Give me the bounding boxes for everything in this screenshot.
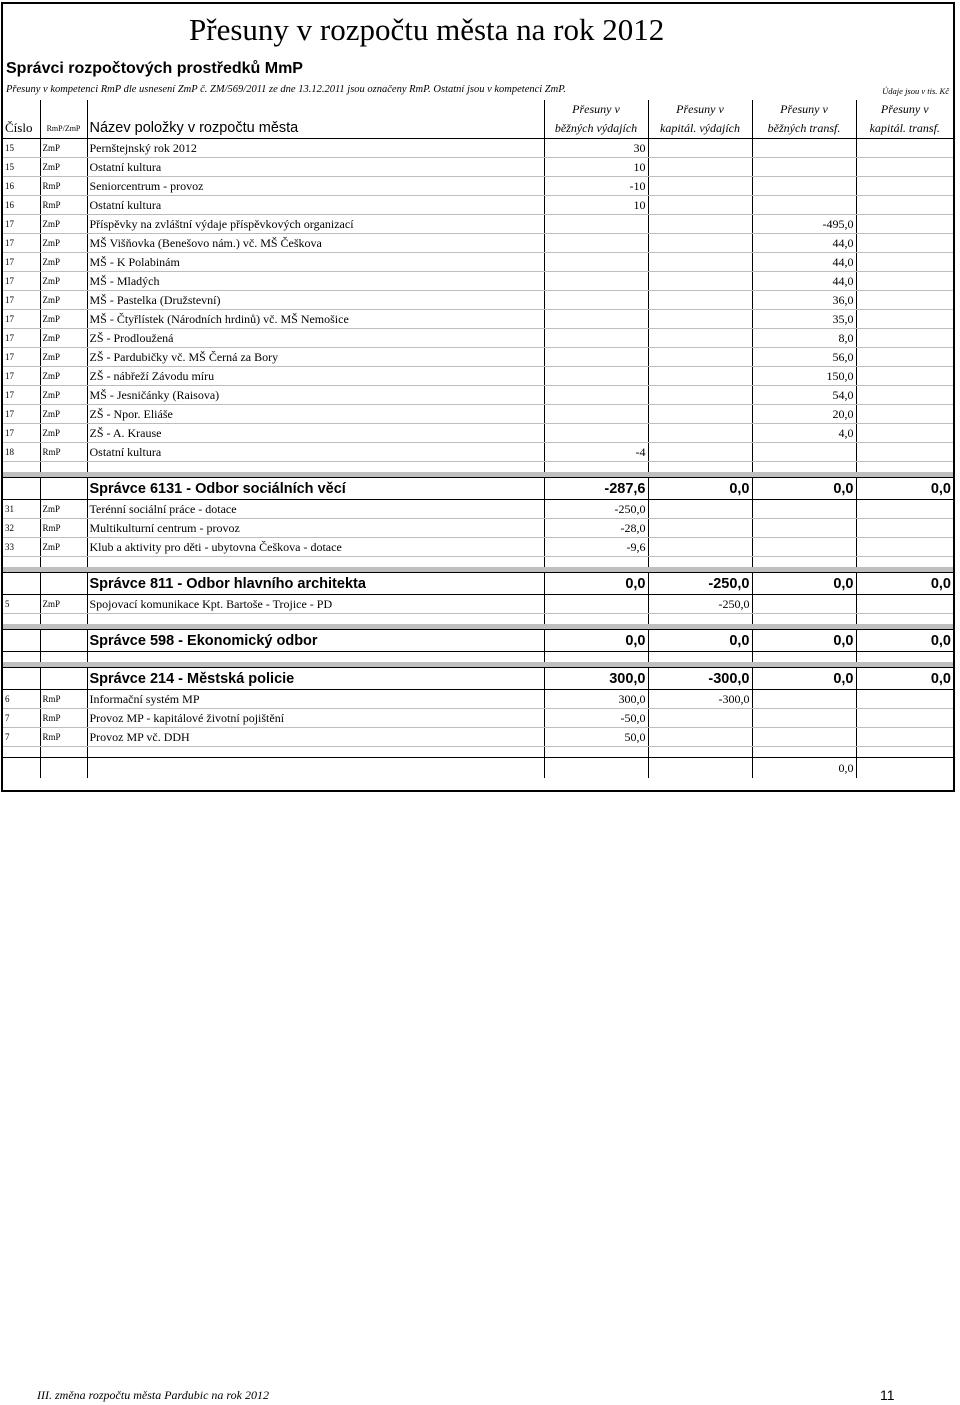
row-number: 17: [3, 253, 40, 272]
row-authority: ZmP: [40, 386, 87, 405]
empty-cell: [87, 758, 544, 779]
row-item-name: Pernštejnský rok 2012: [87, 139, 544, 158]
empty-cell: [87, 747, 544, 758]
row-item-name: Ostatní kultura: [87, 158, 544, 177]
table-row: [3, 215, 953, 234]
row-item-name: Provoz MP vč. DDH: [87, 728, 544, 747]
row-value: -4: [544, 443, 648, 462]
spacer-row: [3, 652, 953, 663]
empty-cell: [544, 652, 648, 663]
section-total: -287,6: [544, 478, 648, 500]
row-number: 32: [3, 519, 40, 538]
row-item-name: MŠ - Pastelka (Družstevní): [87, 291, 544, 310]
empty-cell: [3, 614, 40, 625]
row-value: [544, 215, 648, 234]
table-row: [3, 310, 953, 329]
spacer-row: [3, 747, 953, 758]
empty-cell: [648, 652, 752, 663]
row-value: 20,0: [752, 405, 856, 424]
row-value: [752, 443, 856, 462]
row-value: [648, 348, 752, 367]
row-authority: ZmP: [40, 538, 87, 557]
row-value: [648, 538, 752, 557]
empty-cell: [648, 557, 752, 568]
row-authority: RmP: [40, 519, 87, 538]
empty-cell: [3, 652, 40, 663]
empty-cell: [648, 614, 752, 625]
section-total: 0,0: [648, 478, 752, 500]
row-authority: ZmP: [40, 272, 87, 291]
empty-cell: [856, 557, 953, 568]
row-value: [648, 196, 752, 215]
row-value: [648, 367, 752, 386]
header-row-2: [3, 118, 953, 139]
section-total: 0,0: [544, 630, 648, 652]
row-value: [648, 234, 752, 253]
row-value: [856, 367, 953, 386]
row-value: 10: [544, 158, 648, 177]
row-number: 17: [3, 424, 40, 443]
section-total: 0,0: [752, 668, 856, 690]
row-number: 33: [3, 538, 40, 557]
empty-cell: [40, 630, 87, 652]
row-item-name: Spojovací komunikace Kpt. Bartoše - Trojice - PD: [87, 595, 544, 614]
subtitle: Správci rozpočtových prostředků MmP: [6, 60, 303, 77]
grand-total-value: 0,0: [752, 758, 856, 779]
row-value: [648, 386, 752, 405]
row-value: -300,0: [648, 690, 752, 709]
empty-cell: [3, 557, 40, 568]
row-value: [856, 538, 953, 557]
header-col4-line2: kapitál. transf.: [856, 118, 953, 139]
row-value: [544, 424, 648, 443]
spacer-row: [3, 557, 953, 568]
row-number: 16: [3, 196, 40, 215]
row-value: [856, 329, 953, 348]
row-value: [856, 348, 953, 367]
row-value: -50,0: [544, 709, 648, 728]
row-authority: ZmP: [40, 329, 87, 348]
row-value: [752, 595, 856, 614]
row-value: [752, 690, 856, 709]
row-value: [856, 291, 953, 310]
row-value: [648, 519, 752, 538]
section-total: 0,0: [856, 668, 953, 690]
row-value: [648, 709, 752, 728]
empty-cell: [856, 747, 953, 758]
row-value: [752, 709, 856, 728]
spacer-row: [3, 614, 953, 625]
row-authority: ZmP: [40, 310, 87, 329]
empty-cell: [40, 652, 87, 663]
units-note: Údaje jsou v tis. Kč: [882, 86, 949, 96]
section-title: Správce 6131 - Odbor sociálních věcí: [87, 478, 544, 500]
empty-cell: [3, 630, 40, 652]
row-number: 18: [3, 443, 40, 462]
empty-cell: [648, 758, 752, 779]
row-authority: ZmP: [40, 500, 87, 519]
table-row: [3, 728, 953, 747]
row-authority: RmP: [40, 443, 87, 462]
row-item-name: ZŠ - Prodloužená: [87, 329, 544, 348]
section-header: [3, 478, 953, 500]
empty-cell: [40, 614, 87, 625]
row-number: 7: [3, 709, 40, 728]
empty-cell: [856, 758, 953, 779]
info-note: Přesuny v kompetenci RmP dle usnesení ZmP č. ZM/569/2011 ze dne 13.12.2011 jsou označeny RmP. Ostatní jsou v kompetenci ZmP.: [6, 84, 566, 95]
row-item-name: ZŠ - A. Krause: [87, 424, 544, 443]
section-total: 0,0: [544, 573, 648, 595]
section-title: Správce 214 - Městská policie: [87, 668, 544, 690]
row-authority: ZmP: [40, 405, 87, 424]
section-header: [3, 668, 953, 690]
row-value: [544, 348, 648, 367]
empty-cell: [87, 462, 544, 473]
row-number: 17: [3, 234, 40, 253]
row-value: 44,0: [752, 253, 856, 272]
table-row: [3, 158, 953, 177]
empty-cell: [752, 747, 856, 758]
empty-cell: [3, 747, 40, 758]
row-authority: ZmP: [40, 158, 87, 177]
empty-cell: [40, 573, 87, 595]
table-row: [3, 177, 953, 196]
row-number: 17: [3, 272, 40, 291]
header-col1-line1: Přesuny v: [544, 100, 648, 118]
section-title: Správce 598 - Ekonomický odbor: [87, 630, 544, 652]
row-number: 17: [3, 329, 40, 348]
row-value: [856, 196, 953, 215]
table-row: [3, 595, 953, 614]
row-value: [752, 538, 856, 557]
spacer-row: [3, 462, 953, 473]
row-item-name: Klub a aktivity pro děti - ubytovna Češkova - dotace: [87, 538, 544, 557]
row-item-name: Multikulturní centrum - provoz: [87, 519, 544, 538]
empty-cell: [856, 652, 953, 663]
row-authority: ZmP: [40, 291, 87, 310]
table-row: [3, 709, 953, 728]
row-value: [856, 310, 953, 329]
empty-cell: [3, 758, 40, 779]
row-value: 30: [544, 139, 648, 158]
row-value: [544, 405, 648, 424]
row-authority: ZmP: [40, 139, 87, 158]
row-value: -28,0: [544, 519, 648, 538]
row-authority: ZmP: [40, 424, 87, 443]
row-value: [856, 728, 953, 747]
row-value: 36,0: [752, 291, 856, 310]
row-number: 17: [3, 386, 40, 405]
row-number: 5: [3, 595, 40, 614]
row-value: 54,0: [752, 386, 856, 405]
section-total: -250,0: [648, 573, 752, 595]
header-col2-line2: kapitál. výdajích: [648, 118, 752, 139]
table-row: [3, 196, 953, 215]
row-value: [544, 367, 648, 386]
row-value: [648, 215, 752, 234]
row-value: 10: [544, 196, 648, 215]
table-row: [3, 234, 953, 253]
row-value: [544, 291, 648, 310]
section-total: 300,0: [544, 668, 648, 690]
row-value: -10: [544, 177, 648, 196]
row-item-name: Terénní sociální práce - dotace: [87, 500, 544, 519]
row-value: 56,0: [752, 348, 856, 367]
header-col3-line2: běžných transf.: [752, 118, 856, 139]
row-number: 17: [3, 215, 40, 234]
row-item-name: MŠ - Čtyřlístek (Národních hrdinů) vč. MŠ Nemošice: [87, 310, 544, 329]
row-value: [856, 519, 953, 538]
row-value: [856, 215, 953, 234]
empty-cell: [752, 614, 856, 625]
table-row: [3, 690, 953, 709]
table-row: [3, 367, 953, 386]
row-value: [544, 272, 648, 291]
empty-cell: [544, 758, 648, 779]
section-header: [3, 630, 953, 652]
row-value: [856, 177, 953, 196]
row-authority: ZmP: [40, 253, 87, 272]
table-row: [3, 538, 953, 557]
row-authority: RmP: [40, 177, 87, 196]
row-value: 150,0: [752, 367, 856, 386]
section-total: 0,0: [752, 573, 856, 595]
row-item-name: MŠ - K Polabinám: [87, 253, 544, 272]
row-value: -495,0: [752, 215, 856, 234]
row-value: -9,6: [544, 538, 648, 557]
row-value: 35,0: [752, 310, 856, 329]
row-value: [856, 158, 953, 177]
header-rmpzmp: RmP/ZmP: [40, 118, 87, 139]
row-value: [752, 728, 856, 747]
header-name: Název položky v rozpočtu města: [87, 118, 544, 139]
row-value: 4,0: [752, 424, 856, 443]
row-value: [856, 690, 953, 709]
row-value: [752, 177, 856, 196]
row-value: [856, 272, 953, 291]
row-value: [648, 177, 752, 196]
table-row: [3, 500, 953, 519]
empty-cell: [3, 478, 40, 500]
budget-sheet: [1, 2, 955, 792]
empty-cell: [544, 462, 648, 473]
row-number: 15: [3, 139, 40, 158]
section-total: 0,0: [752, 630, 856, 652]
row-value: [544, 234, 648, 253]
table-row: [3, 253, 953, 272]
row-value: [648, 139, 752, 158]
row-value: 300,0: [544, 690, 648, 709]
empty-cell: [752, 462, 856, 473]
row-number: 17: [3, 367, 40, 386]
row-item-name: ZŠ - Npor. Eliáše: [87, 405, 544, 424]
table-row: [3, 405, 953, 424]
row-value: [856, 386, 953, 405]
empty-cell: [40, 747, 87, 758]
section-total: 0,0: [752, 478, 856, 500]
row-item-name: MŠ - Mladých: [87, 272, 544, 291]
empty-cell: [856, 614, 953, 625]
row-item-name: MŠ - Jesničánky (Raisova): [87, 386, 544, 405]
row-item-name: ZŠ - nábřeží Závodu míru: [87, 367, 544, 386]
row-value: [648, 291, 752, 310]
row-authority: ZmP: [40, 595, 87, 614]
section-total: 0,0: [856, 573, 953, 595]
row-value: 50,0: [544, 728, 648, 747]
header-cislo: Číslo: [3, 118, 40, 139]
row-authority: ZmP: [40, 215, 87, 234]
row-authority: ZmP: [40, 367, 87, 386]
empty-cell: [87, 557, 544, 568]
row-item-name: Příspěvky na zvláštní výdaje příspěvkových organizací: [87, 215, 544, 234]
row-number: 16: [3, 177, 40, 196]
page-number: 11: [880, 1387, 895, 1403]
header-col1-line2: běžných výdajích: [544, 118, 648, 139]
row-value: [648, 443, 752, 462]
empty-cell: [3, 462, 40, 473]
row-value: [856, 500, 953, 519]
grand-total-row: [3, 758, 953, 779]
row-item-name: Seniorcentrum - provoz: [87, 177, 544, 196]
empty-cell: [544, 557, 648, 568]
header-col3-line1: Přesuny v: [752, 100, 856, 118]
empty-cell: [648, 462, 752, 473]
row-item-name: ZŠ - Pardubičky vč. MŠ Černá za Bory: [87, 348, 544, 367]
row-value: [752, 500, 856, 519]
empty-cell: [648, 747, 752, 758]
section-total: 0,0: [856, 630, 953, 652]
row-value: [752, 519, 856, 538]
row-value: [544, 595, 648, 614]
footer-text: III. změna rozpočtu města Pardubic na rok 2012: [37, 1388, 269, 1402]
page-title: Přesuny v rozpočtu města na rok 2012: [189, 12, 665, 47]
header-col2-line1: Přesuny v: [648, 100, 752, 118]
header-col4-line1: Přesuny v: [856, 100, 953, 118]
header-row-1: [3, 100, 953, 118]
empty-cell: [752, 652, 856, 663]
table-row: [3, 348, 953, 367]
row-value: [856, 424, 953, 443]
section-title: Správce 811 - Odbor hlavního architekta: [87, 573, 544, 595]
row-value: -250,0: [544, 500, 648, 519]
row-value: [648, 272, 752, 291]
row-value: [856, 709, 953, 728]
row-authority: RmP: [40, 690, 87, 709]
empty-cell: [40, 758, 87, 779]
empty-cell: [3, 573, 40, 595]
row-item-name: Ostatní kultura: [87, 196, 544, 215]
section-total: -300,0: [648, 668, 752, 690]
empty-cell: [40, 668, 87, 690]
row-authority: ZmP: [40, 234, 87, 253]
empty-cell: [3, 668, 40, 690]
row-authority: RmP: [40, 709, 87, 728]
row-value: [648, 310, 752, 329]
row-value: [856, 405, 953, 424]
row-item-name: Ostatní kultura: [87, 443, 544, 462]
row-value: [648, 424, 752, 443]
row-value: [648, 405, 752, 424]
table-row: [3, 443, 953, 462]
empty-cell: [87, 614, 544, 625]
row-value: [544, 310, 648, 329]
section-header: [3, 573, 953, 595]
row-value: -250,0: [648, 595, 752, 614]
row-value: [856, 139, 953, 158]
row-number: 31: [3, 500, 40, 519]
table-row: [3, 386, 953, 405]
section-total: 0,0: [648, 630, 752, 652]
row-value: [648, 728, 752, 747]
row-authority: RmP: [40, 728, 87, 747]
row-authority: ZmP: [40, 348, 87, 367]
row-number: 17: [3, 405, 40, 424]
row-value: [856, 595, 953, 614]
row-number: 6: [3, 690, 40, 709]
row-value: 44,0: [752, 234, 856, 253]
empty-cell: [856, 462, 953, 473]
row-value: [544, 253, 648, 272]
empty-cell: [40, 557, 87, 568]
row-value: [648, 253, 752, 272]
table-row: [3, 272, 953, 291]
row-value: [856, 253, 953, 272]
empty-cell: [544, 747, 648, 758]
row-item-name: Informační systém MP: [87, 690, 544, 709]
section-total: 0,0: [856, 478, 953, 500]
row-number: 17: [3, 291, 40, 310]
row-number: 17: [3, 348, 40, 367]
row-value: [648, 500, 752, 519]
row-value: 8,0: [752, 329, 856, 348]
table-row: [3, 424, 953, 443]
table-row: [3, 519, 953, 538]
empty-cell: [752, 557, 856, 568]
empty-cell: [40, 478, 87, 500]
row-authority: RmP: [40, 196, 87, 215]
budget-table: [3, 100, 953, 778]
row-value: [544, 329, 648, 348]
row-number: 7: [3, 728, 40, 747]
row-item-name: Provoz MP - kapitálové životní pojištění: [87, 709, 544, 728]
row-value: 44,0: [752, 272, 856, 291]
row-value: [856, 443, 953, 462]
row-value: [752, 158, 856, 177]
row-value: [752, 139, 856, 158]
empty-cell: [40, 462, 87, 473]
row-value: [648, 329, 752, 348]
empty-cell: [544, 614, 648, 625]
table-row: [3, 291, 953, 310]
table-row: [3, 329, 953, 348]
row-value: [856, 234, 953, 253]
row-number: 17: [3, 310, 40, 329]
row-value: [648, 158, 752, 177]
row-number: 15: [3, 158, 40, 177]
row-value: [544, 386, 648, 405]
row-value: [752, 196, 856, 215]
empty-cell: [87, 652, 544, 663]
table-row: [3, 139, 953, 158]
row-item-name: MŠ Višňovka (Benešovo nám.) vč. MŠ Češkova: [87, 234, 544, 253]
